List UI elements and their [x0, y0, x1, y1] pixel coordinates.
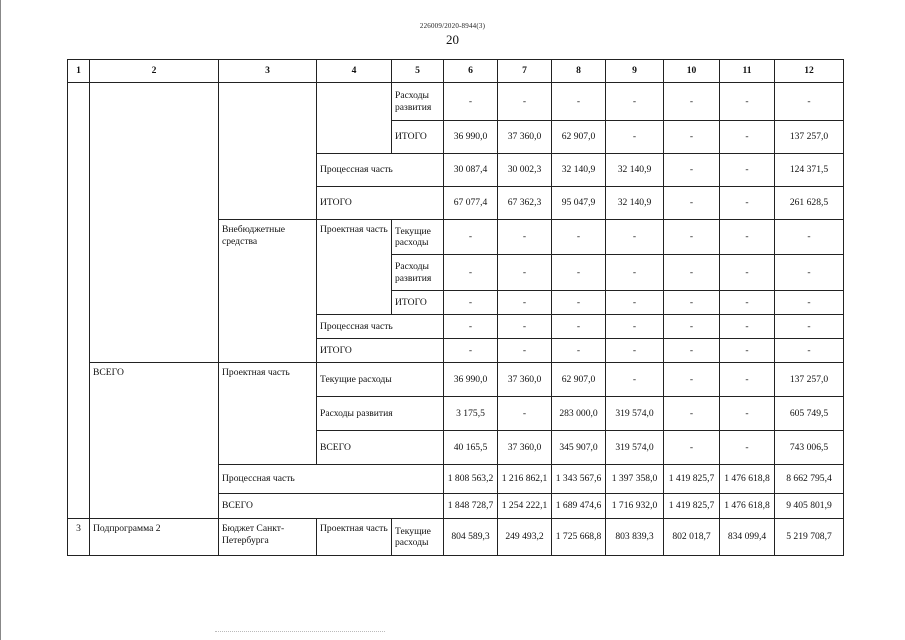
value-cell: 249 493,2	[498, 519, 552, 556]
value-cell: -	[775, 339, 844, 363]
value-cell: 1 716 932,0	[606, 494, 664, 519]
value-cell: 605 749,5	[775, 397, 844, 431]
col-header: 5	[392, 60, 444, 83]
value-cell: -	[606, 363, 664, 397]
value-cell: -	[720, 315, 775, 339]
value-cell: 804 589,3	[444, 519, 498, 556]
value-cell: 1 848 728,7	[444, 494, 498, 519]
value-cell: 8 662 795,4	[775, 465, 844, 494]
value-cell: -	[664, 397, 720, 431]
col-header: 10	[664, 60, 720, 83]
value-cell: 5 219 708,7	[775, 519, 844, 556]
value-cell: -	[498, 397, 552, 431]
cell-col4-empty	[317, 83, 392, 154]
row-label: Процессная часть	[219, 465, 444, 494]
scan-artifact	[215, 631, 385, 633]
funding-source-cell: Бюджет Санкт-Петербурга	[219, 519, 317, 556]
total-label-cell: ВСЕГО	[90, 363, 219, 519]
col-header: 7	[498, 60, 552, 83]
value-cell: 319 574,0	[606, 397, 664, 431]
value-cell: -	[498, 291, 552, 315]
value-cell: 1 343 567,6	[552, 465, 606, 494]
value-cell: -	[664, 431, 720, 465]
value-cell: 95 047,9	[552, 187, 606, 220]
value-cell: -	[720, 220, 775, 255]
column-header-row	[68, 60, 844, 83]
value-cell: -	[498, 220, 552, 255]
value-cell: -	[720, 83, 775, 121]
value-cell: -	[498, 83, 552, 121]
value-cell: 37 360,0	[498, 121, 552, 154]
value-cell: -	[775, 315, 844, 339]
col-header: 11	[720, 60, 775, 83]
value-cell: 1 689 474,6	[552, 494, 606, 519]
value-cell: -	[720, 154, 775, 187]
row-label: ИТОГО	[317, 339, 444, 363]
value-cell: 30 002,3	[498, 154, 552, 187]
document-code: 226009/2020-8944(3)	[419, 22, 486, 30]
value-cell: -	[444, 291, 498, 315]
value-cell: 37 360,0	[498, 363, 552, 397]
page-left-edge	[0, 0, 4, 640]
value-cell: -	[606, 220, 664, 255]
value-cell: 32 140,9	[552, 154, 606, 187]
value-cell: -	[444, 339, 498, 363]
col-header: 2	[90, 60, 219, 83]
row-label: ВСЕГО	[317, 431, 444, 465]
value-cell: -	[664, 83, 720, 121]
value-cell: 40 165,5	[444, 431, 498, 465]
row-label: Расходы развития	[317, 397, 444, 431]
value-cell: -	[444, 220, 498, 255]
value-cell: -	[552, 291, 606, 315]
value-cell: -	[664, 220, 720, 255]
value-cell: 32 140,9	[606, 154, 664, 187]
value-cell: -	[498, 255, 552, 291]
value-cell: 67 362,3	[498, 187, 552, 220]
value-cell: 1 419 825,7	[664, 494, 720, 519]
value-cell: 137 257,0	[775, 363, 844, 397]
section-cell: Проектная часть	[219, 363, 317, 465]
value-cell: -	[720, 291, 775, 315]
value-cell: 36 990,0	[444, 121, 498, 154]
row-label: Процессная часть	[317, 315, 444, 339]
row-label: Текущие расходы	[317, 363, 444, 397]
value-cell: -	[664, 255, 720, 291]
value-cell: -	[606, 83, 664, 121]
value-cell: -	[720, 363, 775, 397]
value-cell: -	[664, 291, 720, 315]
row-label: ИТОГО	[317, 187, 444, 220]
value-cell: -	[775, 255, 844, 291]
value-cell: 1 254 222,1	[498, 494, 552, 519]
value-cell: -	[775, 83, 844, 121]
value-cell: -	[606, 121, 664, 154]
value-cell: -	[444, 83, 498, 121]
value-cell: 261 628,5	[775, 187, 844, 220]
value-cell: 834 099,4	[720, 519, 775, 556]
col-header: 12	[775, 60, 844, 83]
value-cell: 743 006,5	[775, 431, 844, 465]
page-number: 20	[446, 32, 459, 47]
value-cell: -	[720, 187, 775, 220]
value-cell: -	[720, 121, 775, 154]
section-cell: Проектная часть	[317, 519, 392, 556]
section-cell: Проектная часть	[317, 220, 392, 315]
value-cell: 62 907,0	[552, 363, 606, 397]
value-cell: -	[720, 397, 775, 431]
row-label: ИТОГО	[392, 121, 444, 154]
value-cell: 137 257,0	[775, 121, 844, 154]
value-cell: 1 419 825,7	[664, 465, 720, 494]
cell-col1-empty	[68, 83, 90, 519]
row-label: Расходы развития	[392, 83, 444, 121]
table-row	[68, 83, 844, 121]
table-row	[68, 519, 844, 556]
value-cell: 1 397 358,0	[606, 465, 664, 494]
value-cell: -	[444, 255, 498, 291]
value-cell: -	[664, 154, 720, 187]
value-cell: 345 907,0	[552, 431, 606, 465]
value-cell: -	[775, 220, 844, 255]
value-cell: -	[552, 339, 606, 363]
subprogram-cell: Подпрограмма 2	[90, 519, 219, 556]
value-cell: -	[720, 431, 775, 465]
value-cell: -	[664, 339, 720, 363]
value-cell: 1 476 618,8	[720, 494, 775, 519]
value-cell: -	[664, 363, 720, 397]
value-cell: -	[552, 315, 606, 339]
value-cell: -	[664, 315, 720, 339]
value-cell: -	[552, 220, 606, 255]
value-cell: -	[552, 83, 606, 121]
value-cell: 1 725 668,8	[552, 519, 606, 556]
row-number-cell: 3	[68, 519, 90, 556]
value-cell: 1 216 862,1	[498, 465, 552, 494]
table-row	[68, 363, 844, 397]
value-cell: 9 405 801,9	[775, 494, 844, 519]
value-cell: 32 140,9	[606, 187, 664, 220]
row-label: Текущие расходы	[392, 220, 444, 255]
value-cell: -	[775, 291, 844, 315]
value-cell: -	[606, 255, 664, 291]
value-cell: -	[606, 291, 664, 315]
value-cell: -	[552, 255, 606, 291]
value-cell: 36 990,0	[444, 363, 498, 397]
value-cell: 3 175,5	[444, 397, 498, 431]
value-cell: 319 574,0	[606, 431, 664, 465]
budget-table	[67, 59, 844, 556]
value-cell: -	[720, 339, 775, 363]
funding-source-cell: Внебюджетные средства	[219, 220, 317, 363]
row-label: Расходы развития	[392, 255, 444, 291]
col-header: 4	[317, 60, 392, 83]
col-header: 9	[606, 60, 664, 83]
value-cell: -	[444, 315, 498, 339]
value-cell: 283 000,0	[552, 397, 606, 431]
value-cell: 124 371,5	[775, 154, 844, 187]
cell-col3-empty	[219, 83, 317, 220]
value-cell: -	[606, 315, 664, 339]
row-label: ВСЕГО	[219, 494, 444, 519]
value-cell: 67 077,4	[444, 187, 498, 220]
cell-col2-empty	[90, 83, 219, 363]
value-cell: 1 476 618,8	[720, 465, 775, 494]
value-cell: 803 839,3	[606, 519, 664, 556]
col-header: 8	[552, 60, 606, 83]
value-cell: 37 360,0	[498, 431, 552, 465]
value-cell: -	[498, 315, 552, 339]
value-cell: -	[498, 339, 552, 363]
col-header: 1	[68, 60, 90, 83]
value-cell: -	[664, 121, 720, 154]
col-header: 3	[219, 60, 317, 83]
value-cell: -	[664, 187, 720, 220]
row-label: Текущие расходы	[392, 519, 444, 556]
value-cell: 802 018,7	[664, 519, 720, 556]
value-cell: 1 808 563,2	[444, 465, 498, 494]
value-cell: 62 907,0	[552, 121, 606, 154]
row-label: Процессная часть	[317, 154, 444, 187]
row-label: ИТОГО	[392, 291, 444, 315]
value-cell: -	[606, 339, 664, 363]
value-cell: -	[720, 255, 775, 291]
value-cell: 30 087,4	[444, 154, 498, 187]
col-header: 6	[444, 60, 498, 83]
